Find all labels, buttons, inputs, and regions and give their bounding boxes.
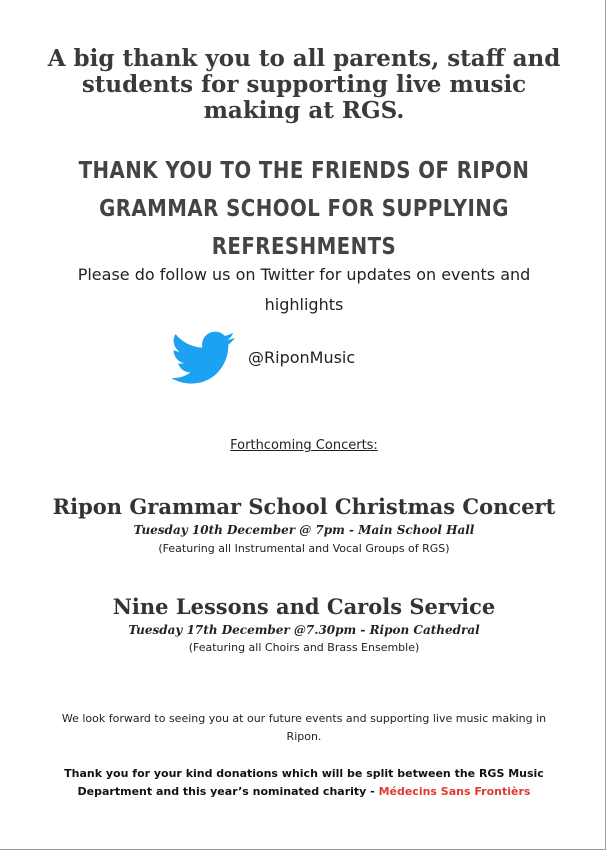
concert-note: (Featuring all Instrumental and Vocal Groups of RGS): [158, 542, 450, 555]
twitter-follow-text: Please do follow us on Twitter for updates on events and highlights: [77, 265, 531, 314]
concert-datetime: Tuesday 17th December @7.30pm - Ripon Cathedral: [128, 623, 480, 637]
concert-note: (Featuring all Choirs and Brass Ensemble): [188, 641, 420, 654]
donation-message: Thank you for your kind donations which will be split between the RGS Music Department and this year’s nominated charity -: [64, 767, 544, 798]
donation-text: [50, 765, 558, 801]
thanks-heading: A big thank you to all parents, staff and students for supporting live music making at RGS.: [47, 45, 561, 124]
twitter-handle[interactable]: @RiponMusic: [248, 348, 356, 367]
look-forward-text: We look forward to seeing you at our future events and supporting live music making in Ripon.: [61, 712, 547, 743]
twitter-bird-icon: [172, 330, 236, 386]
concert-datetime: Tuesday 10th December @ 7pm - Main School Hall: [133, 523, 475, 537]
charity-name: Médecins Sans Frontièrs: [378, 785, 531, 798]
concert-title: Nine Lessons and Carols Service: [112, 594, 496, 619]
forthcoming-concerts-label: Forthcoming Concerts:: [230, 438, 378, 453]
friends-heading: THANK YOU TO THE FRIENDS OF RIPON GRAMMAR SCHOOL FOR SUPPLYING REFRESHMENTS: [78, 158, 530, 260]
concert-title: Ripon Grammar School Christmas Concert: [52, 494, 556, 519]
